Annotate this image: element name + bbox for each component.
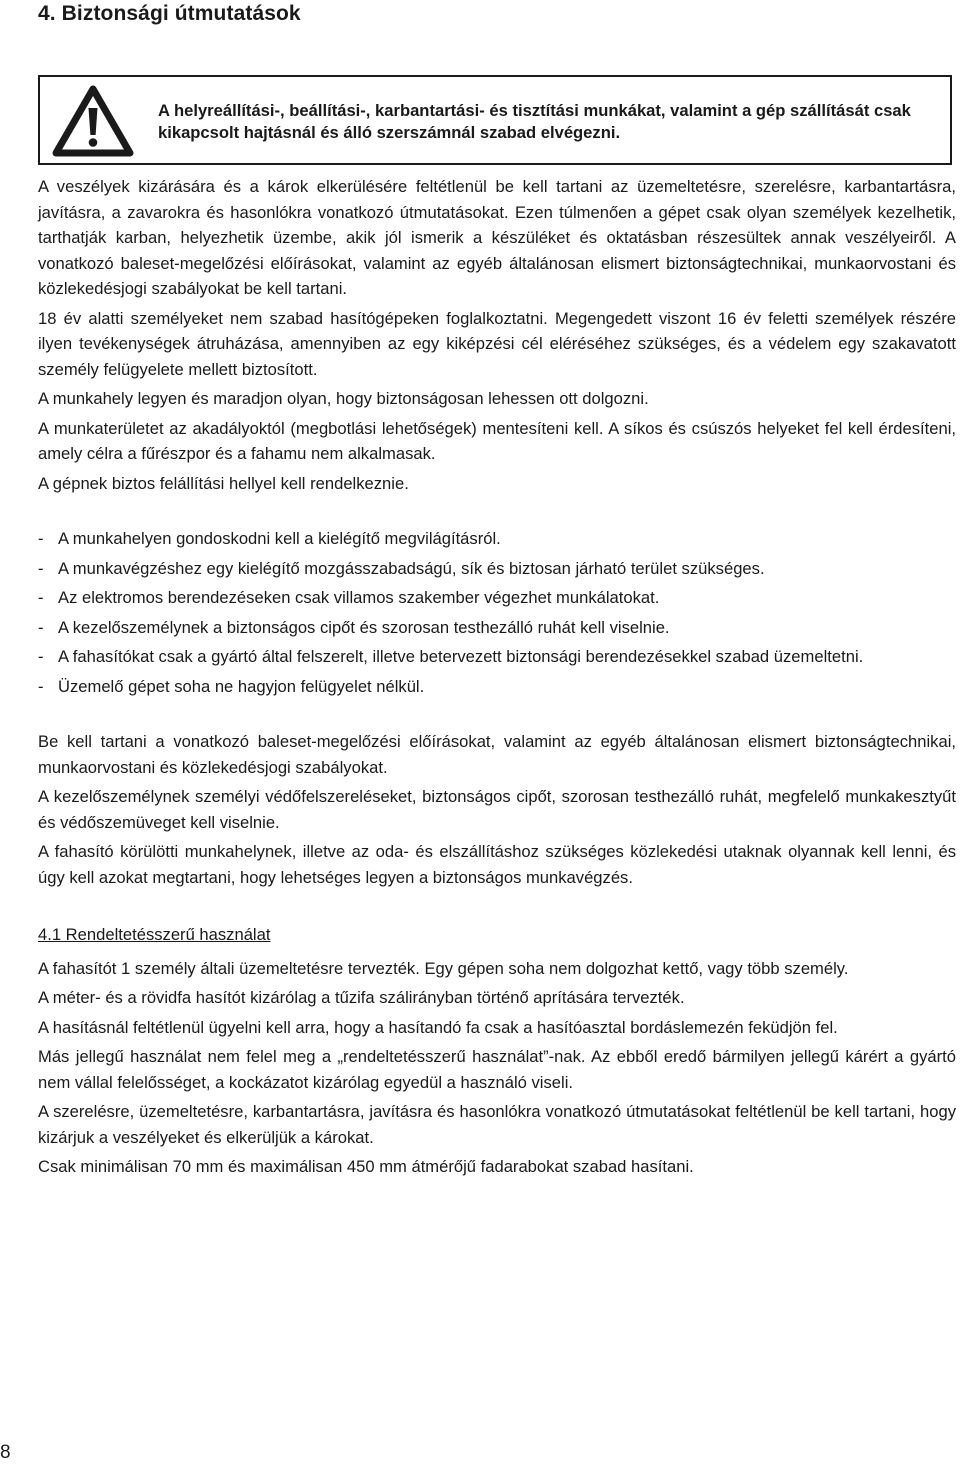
paragraph: 18 év alatti személyeket nem szabad hasítógépeken foglalkoztatni. Megengedett viszont 16 év feletti személyek részére ilyen tevékenységek átruházása, amennyiben az egy kiképzési cél eléréséhez szükséges, és a védelem egy szakavatott személy felügyelete mellett biztosított. (38, 308, 956, 379)
list-item: - A fahasítókat csak a gyártó által felszerelt, illetve betervezett biztonsági berendezésekkel szabad üzemeltetni. (38, 644, 956, 670)
list-item: - A munkahelyen gondoskodni kell a kielégítő megvilágításról. (38, 526, 956, 552)
section-heading: 4.1 Rendeltetésszerű használat (38, 925, 271, 944)
paragraph: A munkahely legyen és maradjon olyan, hogy biztonságosan lehessen ott dolgozni. (38, 389, 649, 408)
list-item: - Az elektromos berendezéseken csak villamos szakember végezhet munkálatokat. (38, 585, 956, 611)
paragraph: A kezelőszemélynek személyi védőfelszereléseket, biztonságos cipőt, szorosan testhezálló ruhát, megfelelő munkakesztyűt és védőszemüveget kell viselnie. (38, 787, 956, 832)
list-item: - A kezelőszemélynek a biztonságos cipőt és szorosan testhezálló ruhát kell viselnie. (38, 615, 956, 641)
page-number: 8 (0, 1442, 11, 1463)
paragraph: A méter- és a rövidfa hasítót kizárólag a tűzifa szálirányban történő aprítására tervezték. (38, 988, 685, 1007)
paragraph: A szerelésre, üzemeltetésre, karbantartásra, javításra és hasonlókra vonatkozó útmutatásokat feltétlenül be kell tartani, hogy kizárjuk a veszélyeket és elkerüljük a károkat. (38, 1102, 956, 1147)
paragraph: A fahasítót 1 személy általi üzemeltetésre tervezték. Egy gépen soha nem dolgozhat kettő, vagy több személy. (38, 958, 849, 978)
page-title: 4. Biztonsági útmutatások (38, 2, 301, 25)
paragraph: A munkaterületet az akadályoktól (megbotlási lehetőségek) mentesíteni kell. A síkos és csúszós helyeket fel kell érdesíteni, amely célra a fűrészpor és a fahamu nem alkalmasak. (38, 418, 956, 463)
paragraph: Más jellegű használat nem felel meg a „rendeltetésszerű használat”-nak. Az ebből eredő bármilyen jellegű kárért a gyártó nem vállal felelősséget, a kockázatot kizárólag egyedül a használó viseli. (38, 1047, 956, 1092)
paragraph: A gépnek biztos felállítási hellyel kell rendelkeznie. (38, 473, 409, 493)
paragraph: A fahasító körülötti munkahelynek, illetve az oda- és elszállításhoz szükséges közlekedési utaknak olyannak kell lenni, és úgy kell azokat megtartani, hogy lehetséges legyen a biztonságos munkavégzés. (38, 842, 956, 887)
paragraph: Be kell tartani a vonatkozó baleset-megelőzési előírásokat, valamint az egyéb általánosan elismert biztonságtechnikai, munkaorvostani és közlekedésjogi szabályokat. (38, 732, 956, 777)
warning-box (38, 75, 952, 165)
list-item: - Üzemelő gépet soha ne hagyjon felügyelet nélkül. (38, 674, 956, 700)
paragraph: A veszélyek kizárására és a károk elkerülésére feltétlenül be kell tartani az üzemeltetésre, szerelésre, karbantartásra, javításra, a zavarokra és hasonlókra vonatkozó útmutatásokat. Ezen túlmenően a gépet csak olyan személyek kezelhetik, tarthatják karban, helyezhetik üzembe, akik jól ismerik a készüléket és oktatásban részesültek annak veszélyeiről. A vonatkozó baleset-megelőzési előírásokat, valamint az egyéb általánosan elismert biztonságtechnikai, munkaorvostani és közlekedésjogi szabályokat be kell tartani. (38, 177, 956, 298)
list-item: - A munkavégzéshez egy kielégítő mozgásszabadságú, sík és biztosan járható terület szükséges. (38, 556, 956, 582)
main-content (38, 174, 956, 1184)
paragraph: A hasításnál feltétlenül ügyelni kell arra, hogy a hasítandó fa csak a hasítóasztal bordáslemezén feküdjön fel. (38, 1017, 838, 1037)
safety-bullet-list (38, 526, 956, 699)
warning-text: A helyreállítási-, beállítási-, karbantartási- és tisztítási munkákat, valamint a gép szállítását csak kikapcsolt hajtásnál és álló szerszámnál szabad elvégezni. (158, 101, 911, 142)
paragraph: Csak minimálisan 70 mm és maximálisan 450 mm átmérőjű fadarabokat szabad hasítani. (38, 1157, 694, 1176)
warning-triangle-icon (52, 84, 134, 158)
